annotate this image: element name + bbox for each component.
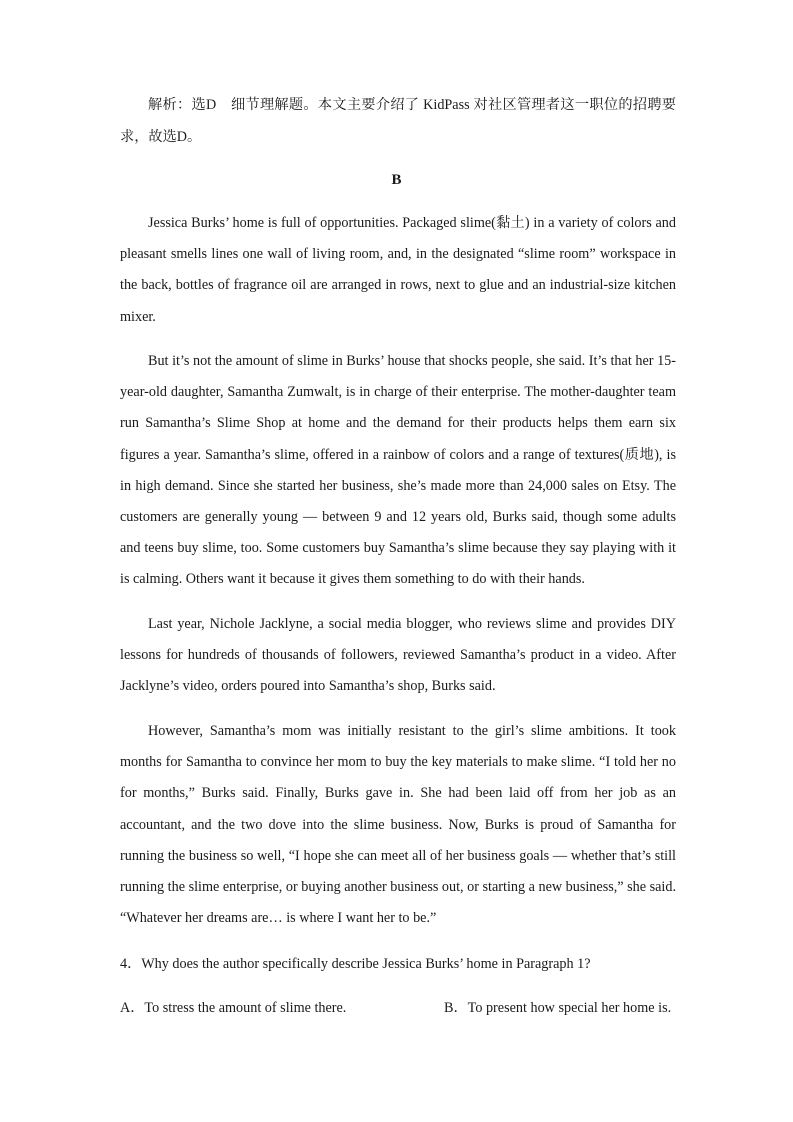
option-b: B．To present how special her home is.: [444, 1000, 672, 1016]
paragraph-4: However, Samantha’s mom was initially resistant to the girl’s slime ambitions. It took months for Samantha to convince her mom to buy the key materials to make slime. “I told her no for months,” Burks said. Finally, Burks gave in. She had been laid off from her job as an accountant, and the two dove into the slime business. Now, Burks is proud of Samantha for running the business so well, “I hope she can meet all of her business goals — whether that’s still running the slime enterprise, or buying another business out, or starting a new business,” she said. “Whatever her dreams are… is where I want her to be.”: [120, 723, 676, 927]
question-stem: 4．Why does the author specifically describe Jessica Burks’ home in Paragraph 1?: [120, 956, 591, 972]
analysis-text: 解析：选D 细节理解题。本文主要介绍了 KidPass 对社区管理者这一职位的招聘要求，故选D。: [120, 97, 676, 145]
section-title: B: [391, 172, 402, 188]
option-a: A．To stress the amount of slime there.: [120, 1000, 347, 1016]
paragraph-3: Last year, Nichole Jacklyne, a social media blogger, who reviews slime and provides DIY lessons for hundreds of thousands of followers, reviewed Samantha’s product in a video. After Jacklyne’s video, orders poured into Samantha’s shop, Burks said.: [120, 616, 676, 695]
paragraph-1: Jessica Burks’ home is full of opportunities. Packaged slime(黏土) in a variety of colors and pleasant smells lines one wall of living room, and, in the designated “slime room” workspace in the back, bottles of fragrance oil are arranged in rows, next to glue and an industrial-size kitchen mixer.: [120, 215, 676, 325]
paragraph-2: But it’s not the amount of slime in Burks’ house that shocks people, she said. It’s that her 15-year-old daughter, Samantha Zumwalt, is in charge of their enterprise. The mother-daughter team run Samantha’s Slime Shop at home and the demand for their products helps them earn six figures a year. Samantha’s slime, offered in a rainbow of colors and a range of textures(质地), is in high demand. Since she started her business, she’s made more than 24,000 sales on Etsy. The customers are generally young — between 9 and 12 years old, Burks said, though some adults and teens buy slime, too. Some customers buy Samantha’s slime because they say playing with it is calming. Others want it because it gives them something to do with their hands.: [120, 353, 676, 588]
